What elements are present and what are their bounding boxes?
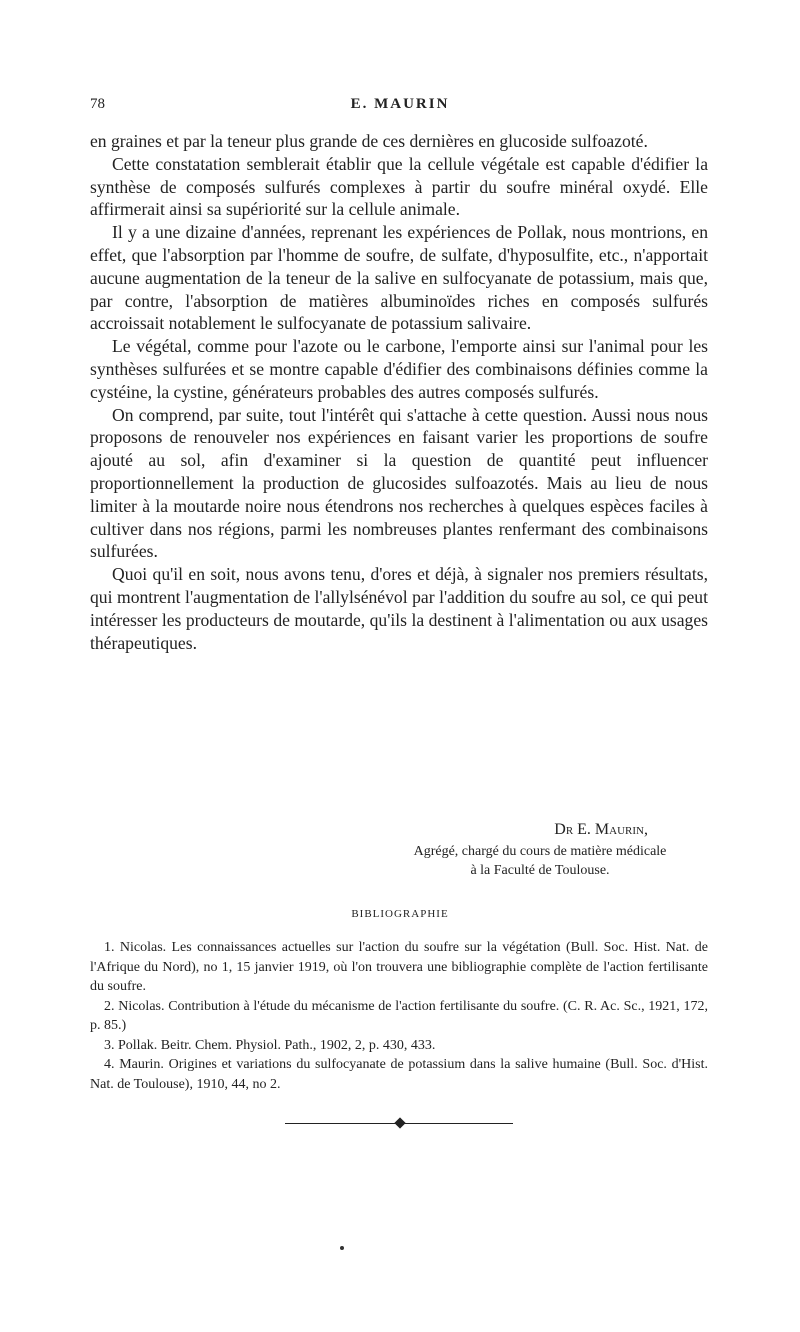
author-signature bbox=[370, 818, 710, 880]
paragraph: Quoi qu'il en soit, nous avons tenu, d'ores et déjà, à signaler nos premiers résultats, qui montrent l'augmentation de l'allylsénévol par l'addition du soufre au sol, ce qui peut intéresser les producteurs de moutarde, qu'ils la destinent à l'alimentation ou aux usages thérapeutiques. bbox=[90, 564, 708, 653]
paragraph: On comprend, par suite, tout l'intérêt qui s'attache à cette question. Aussi nous nous proposons de renouveler nos expériences en faisant varier les proportions de soufre ajouté au sol, afin d'examiner si la question de quantité peut influencer proportionnellement la production de glucosides sulfoazotés. Mais au lieu de nous limiter à la moutarde noire nous étendrons nos recherches à quelques espèces faciles à cultiver dans nos régions, parmi les nombreuses plantes renfermant des combinaisons sulfurées. bbox=[90, 404, 708, 562]
bibliography-title: BIBLIOGRAPHIE bbox=[351, 908, 449, 920]
page-header bbox=[90, 96, 710, 120]
paragraph: Cette constatation semblerait établir que la cellule végétale est capable d'édifier la synthèse de composés sulfurés complexes à partir du soufre minéral oxydé. Elle affirmerait ainsi sa supériorité sur la cellule animale. bbox=[90, 153, 708, 220]
bibliography-entry: 1. Nicolas. Les connaissances actuelles sur l'action du soufre sur la végétation (Bull. Soc. Hist. Nat. de l'Afrique du Nord), no 1, 15 janvier 1919, où l'on trouvera une bibliographie complète de l'action fertilisante du soufre. bbox=[90, 940, 708, 994]
author-name: Dr E. Maurin, bbox=[554, 821, 648, 838]
bibliography-entry: 2. Nicolas. Contribution à l'étude du mécanisme de l'action fertilisante du soufre. (C. R. Ac. Sc., 1921, 172, p. 85.) bbox=[90, 998, 708, 1033]
author-affiliation: à la Faculté de Toulouse. bbox=[470, 863, 610, 878]
bibliography-list bbox=[90, 938, 708, 1094]
paragraph: en graines et par la teneur plus grande de ces dernières en glucoside sulfoazoté. bbox=[90, 131, 648, 151]
bibliography-entry: 3. Pollak. Beitr. Chem. Physiol. Path., 1902, 2, p. 430, 433. bbox=[104, 1037, 436, 1053]
paragraph: Il y a une dizaine d'années, reprenant les expériences de Pollak, nous montrions, en effet, que l'absorption par l'homme de soufre, de sulfate, d'hyposulfite, etc., n'apportait aucune augmentation de la teneur de la salive en sulfocyanate de potassium, mais que, par contre, l'absorption de matières albuminoïdes riches en composés sulfurés accroissait notablement le sulfocyanate de potassium salivaire. bbox=[90, 222, 708, 334]
author-title: Agrégé, chargé du cours de matière médicale bbox=[413, 844, 667, 859]
print-speck bbox=[340, 1246, 344, 1250]
running-head: E. MAURIN bbox=[350, 96, 450, 112]
page-number: 78 bbox=[90, 96, 105, 112]
bibliography-entry: 4. Maurin. Origines et variations du sulfocyanate de potassium dans la salive humaine (Bull. Soc. d'Hist. Nat. de Toulouse), 1910, 44, no 2. bbox=[90, 1057, 708, 1092]
article-body bbox=[90, 130, 708, 654]
end-diamond-ornament bbox=[394, 1117, 405, 1128]
paragraph: Le végétal, comme pour l'azote ou le carbone, l'emporte ainsi sur l'animal pour les synthèses sulfurées et se montre capable d'édifier des combinaisons définies comme la cystéine, la cystine, générateurs probables des autres composés sulfurés. bbox=[90, 336, 708, 402]
